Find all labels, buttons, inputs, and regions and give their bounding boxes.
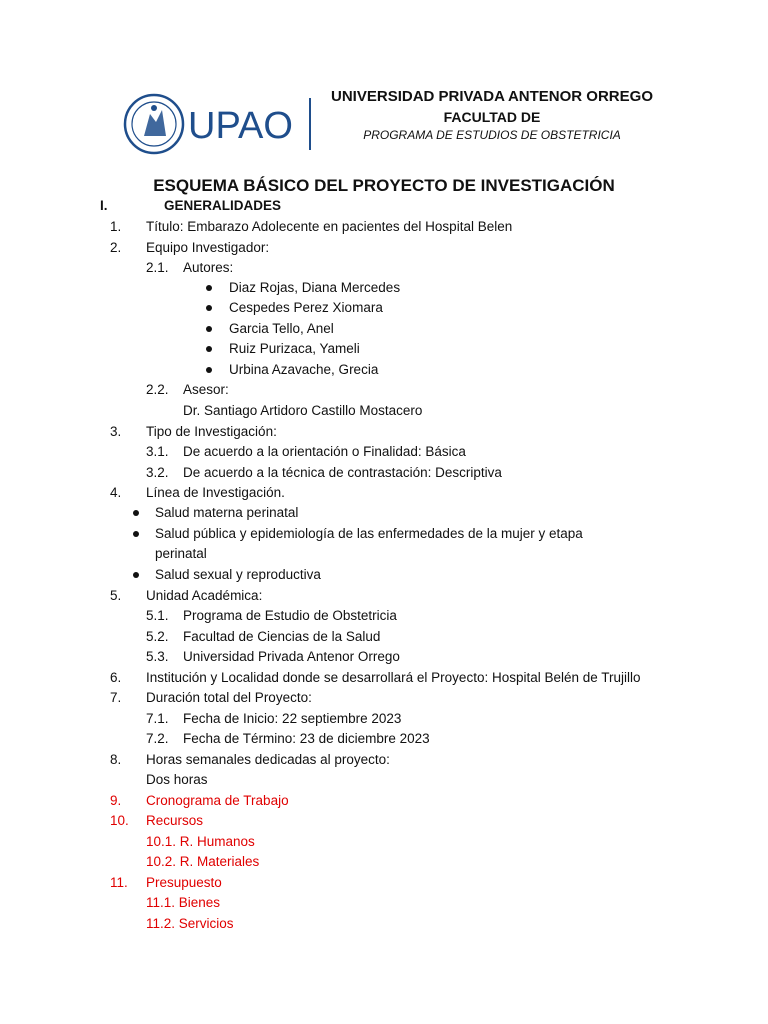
item-number: 10.	[110, 813, 129, 828]
subitem-number: 7.1.	[146, 711, 169, 726]
research-line-cont: perinatal	[155, 546, 207, 561]
subitem-text: De acuerdo a la técnica de contrastación: Descriptiva	[183, 465, 502, 480]
item-text: Recursos	[146, 813, 204, 828]
item-text: Equipo Investigador:	[146, 240, 270, 255]
item-detail: Dos horas	[146, 772, 208, 787]
faculty-name: FACULTAD DE	[443, 109, 541, 125]
item-number: 7.	[110, 690, 122, 705]
upao-logo	[122, 92, 318, 156]
subitem-number: 3.1.	[146, 444, 169, 459]
research-line: Salud materna perinatal	[155, 505, 299, 520]
item-text: Unidad Académica:	[146, 588, 263, 603]
subitem-text: 11.2. Servicios	[146, 916, 234, 931]
author-name: Cespedes Perez Xiomara	[229, 300, 383, 315]
item-text: Duración total del Proyecto:	[146, 690, 312, 705]
item-number: 6.	[110, 670, 122, 685]
logo-wordmark: UPAO	[188, 105, 293, 147]
subitem-text: Facultad de Ciencias de la Salud	[183, 629, 381, 644]
item-number: 4.	[110, 485, 122, 500]
bullet-icon	[133, 531, 139, 537]
program-name: PROGRAMA DE ESTUDIOS DE OBSTETRICIA	[363, 128, 621, 142]
subitem-number: 5.2.	[146, 629, 169, 644]
subitem-text: Programa de Estudio de Obstetricia	[183, 608, 397, 623]
bullet-icon	[206, 305, 212, 311]
subitem-number: 5.1.	[146, 608, 169, 623]
item-text: Línea de Investigación.	[146, 485, 285, 500]
bullet-icon	[133, 572, 139, 578]
bullet-icon	[206, 346, 212, 352]
subitem-text: De acuerdo a la orientación o Finalidad: Básica	[183, 444, 466, 459]
university-name: UNIVERSIDAD PRIVADA ANTENOR ORREGO	[331, 88, 653, 105]
author-name: Garcia Tello, Anel	[229, 321, 334, 336]
author-name: Diaz Rojas, Diana Mercedes	[229, 280, 401, 295]
item-text: Título: Embarazo Adolecente en pacientes del Hospital Belen	[146, 219, 513, 234]
subitem-text: Universidad Privada Antenor Orrego	[183, 649, 400, 664]
item-number: 9.	[110, 793, 122, 808]
bullet-icon	[133, 510, 139, 516]
document-header	[0, 0, 768, 170]
bullet-icon	[206, 326, 212, 332]
subitem-number: 2.1.	[146, 260, 169, 275]
subitem-text: Fecha de Término: 23 de diciembre 2023	[183, 731, 430, 746]
item-text: Horas semanales dedicadas al proyecto:	[146, 752, 390, 767]
item-text: Tipo de Investigación:	[146, 424, 277, 439]
research-line: Salud pública y epidemiología de las enfermedades de la mujer y etapa	[155, 526, 583, 541]
subitem-number: 3.2.	[146, 465, 169, 480]
research-line: Salud sexual y reproductiva	[155, 567, 321, 582]
section-number: I.	[100, 198, 108, 213]
item-number: 2.	[110, 240, 122, 255]
subitem-text: 11.1. Bienes	[146, 895, 221, 910]
subitem-number: 5.3.	[146, 649, 169, 664]
item-number: 3.	[110, 424, 122, 439]
bullet-icon	[206, 367, 212, 373]
item-number: 1.	[110, 219, 122, 234]
subitem-text: Fecha de Inicio: 22 septiembre 2023	[183, 711, 402, 726]
subitem-text: 10.1. R. Humanos	[146, 834, 255, 849]
document-title: ESQUEMA BÁSICO DEL PROYECTO DE INVESTIGACIÓN	[153, 176, 615, 195]
subitem-text: Autores:	[183, 260, 234, 275]
item-number: 11.	[110, 875, 128, 890]
advisor-name: Dr. Santiago Artidoro Castillo Mostacero	[183, 403, 423, 418]
subitem-text: Asesor:	[183, 382, 229, 397]
subitem-number: 2.2.	[146, 382, 169, 397]
subitem-text: 10.2. R. Materiales	[146, 854, 260, 869]
item-number: 8.	[110, 752, 122, 767]
subitem-number: 7.2.	[146, 731, 169, 746]
item-number: 5.	[110, 588, 122, 603]
author-name: Urbina Azavache, Grecia	[229, 362, 379, 377]
author-name: Ruiz Purizaca, Yameli	[229, 341, 360, 356]
item-text: Cronograma de Trabajo	[146, 793, 289, 808]
section-heading: GENERALIDADES	[164, 198, 282, 213]
item-text: Institución y Localidad donde se desarrollará el Proyecto: Hospital Belén de Trujillo	[146, 670, 641, 685]
item-text: Presupuesto	[146, 875, 222, 890]
bullet-icon	[206, 285, 212, 291]
